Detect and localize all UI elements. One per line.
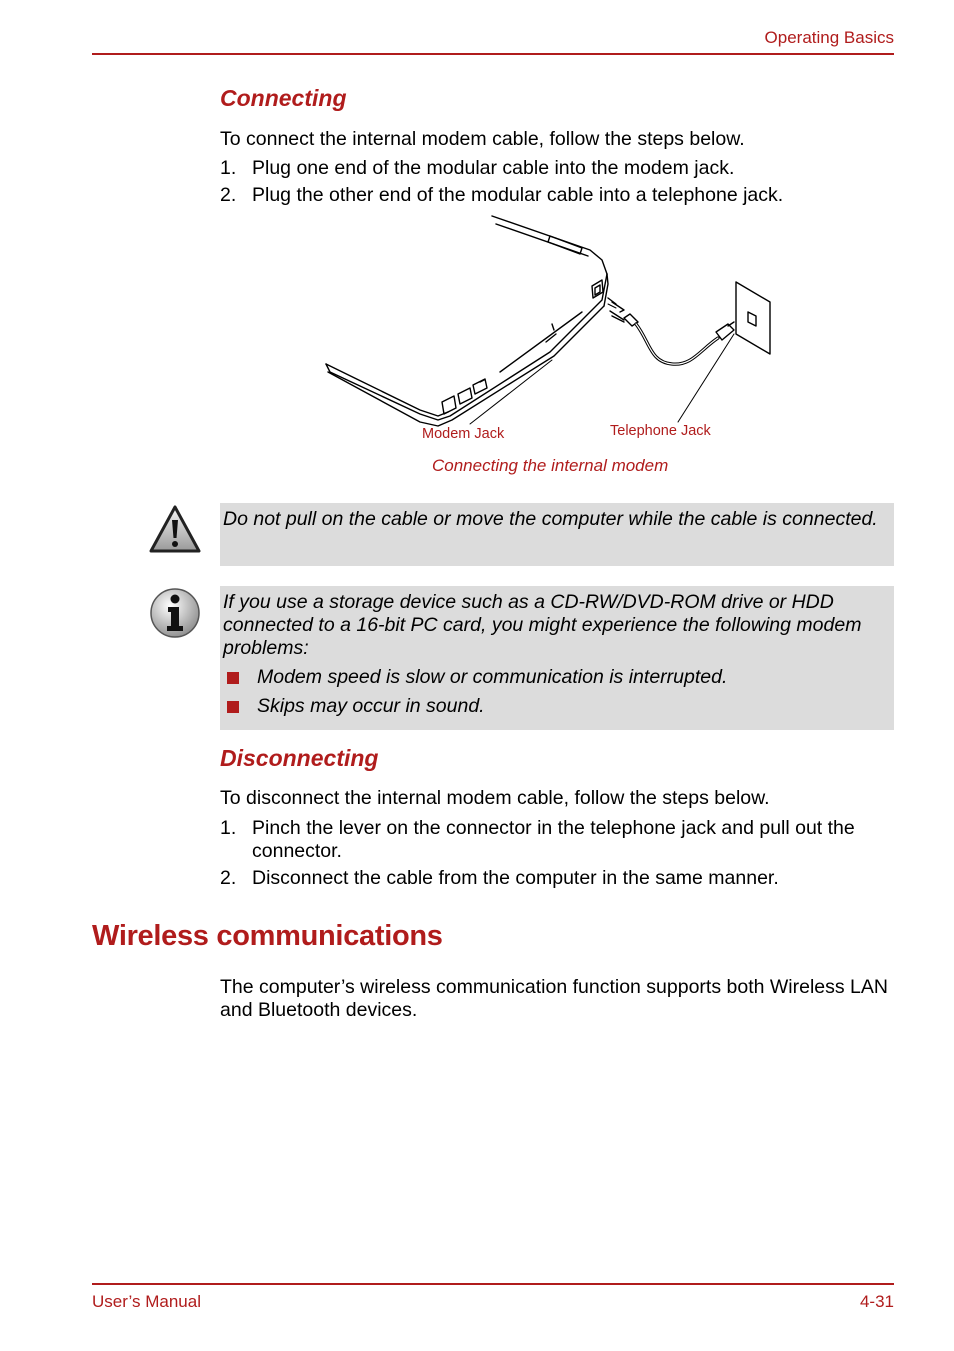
bullet-square	[227, 672, 239, 684]
footer-rule	[92, 1283, 894, 1285]
disconnecting-intro: To disconnect the internal modem cable, follow the steps below.	[220, 787, 770, 809]
step-text: Plug one end of the modular cable into the modem jack.	[252, 157, 735, 179]
warning-triangle-icon	[148, 504, 202, 558]
modem-jack-label: Modem Jack	[422, 426, 505, 442]
connecting-title: Connecting	[220, 85, 347, 111]
caution-note	[220, 503, 894, 566]
step-number: 2.	[220, 867, 237, 889]
header-rule	[92, 53, 894, 55]
step-number: 1.	[220, 817, 237, 839]
step-text: Pinch the lever on the connector in the telephone jack and pull out the connector.	[252, 817, 855, 862]
info-note	[220, 586, 894, 730]
info-icon	[148, 586, 202, 640]
connecting-step-1	[220, 157, 895, 180]
wireless-heading: Wireless communications	[92, 920, 443, 952]
modem-connection-illustration	[320, 212, 780, 432]
caution-text: Do not pull on the cable or move the computer while the cable is connected.	[223, 508, 878, 530]
disconnecting-step-2	[220, 867, 895, 890]
connecting-step-2	[220, 184, 895, 207]
step-text: Disconnect the cable from the computer in the same manner.	[252, 867, 779, 889]
figure-caption: Connecting the internal modem	[432, 456, 669, 475]
info-bullet	[223, 666, 886, 689]
connecting-intro: To connect the internal modem cable, follow the steps below.	[220, 128, 745, 150]
info-text: If you use a storage device such as a CD-RW/DVD-ROM drive or HDD connected to a 16-bit PC card, you might experience the following modem problems:	[223, 591, 862, 659]
bullet-square	[227, 701, 239, 713]
disconnecting-step-1	[220, 817, 895, 863]
step-text: Plug the other end of the modular cable into a telephone jack.	[252, 184, 784, 206]
disconnecting-title: Disconnecting	[220, 745, 379, 771]
bullet-text: Modem speed is slow or communication is interrupted.	[257, 666, 728, 688]
bullet-text: Skips may occur in sound.	[257, 695, 485, 717]
step-number: 1.	[220, 157, 237, 179]
page-number: 4-31	[859, 1292, 894, 1311]
telephone-jack-label: Telephone Jack	[610, 423, 711, 439]
running-header: Operating Basics	[764, 28, 894, 47]
wireless-text: The computer’s wireless communication function supports both Wireless LAN and Bluetooth devices.	[220, 976, 888, 1021]
info-bullet	[223, 695, 886, 718]
footer-manual: User’s Manual	[92, 1292, 201, 1311]
step-number: 2.	[220, 184, 237, 206]
